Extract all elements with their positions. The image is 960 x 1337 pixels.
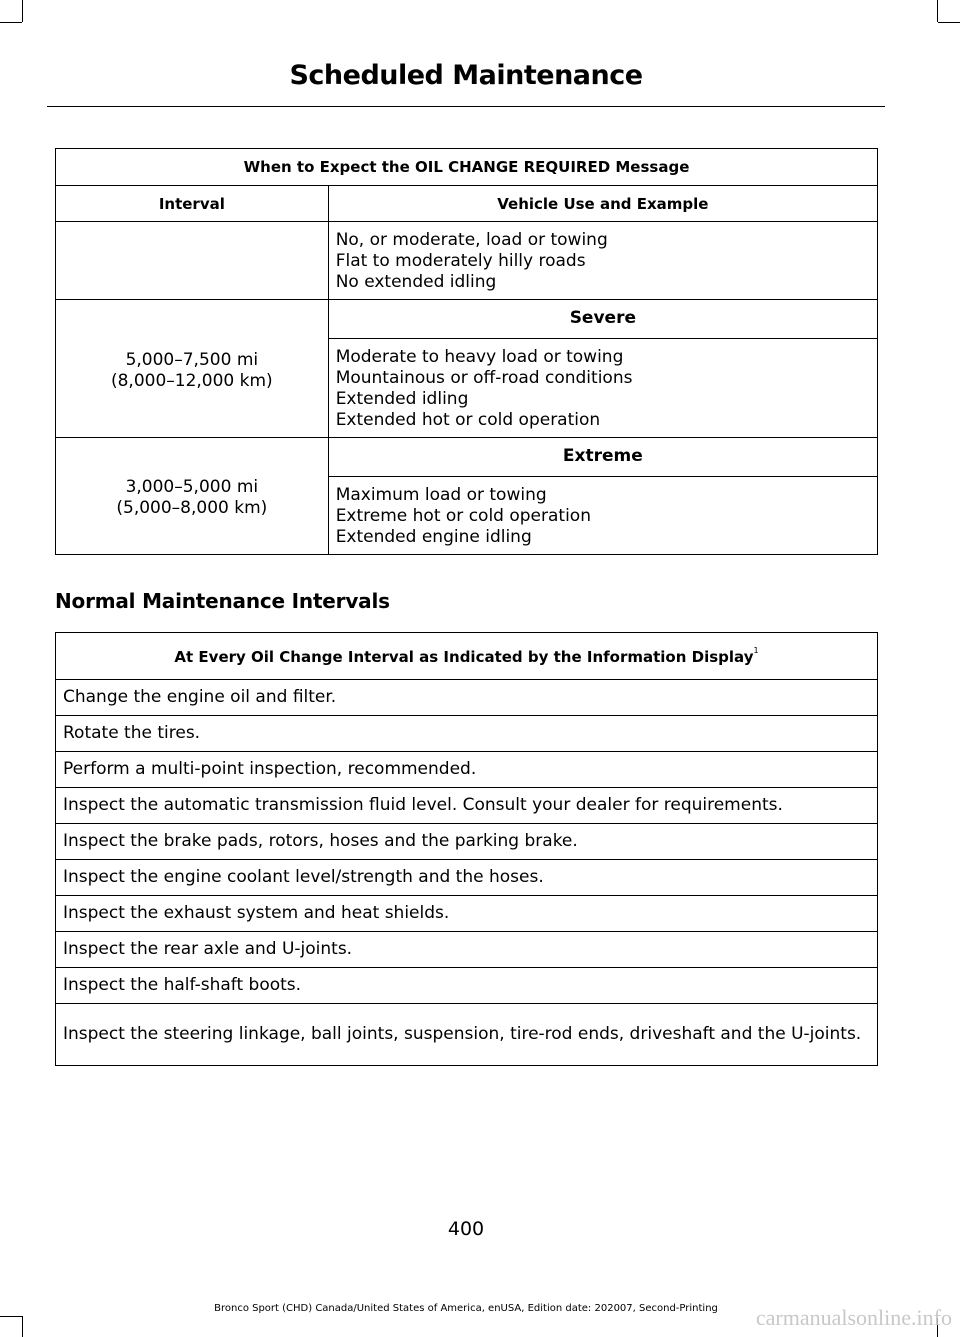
interval-kilometers: (5,000–8,000 km) [116, 498, 268, 518]
column-header-vehicle-use: Vehicle Use and Example [328, 186, 877, 222]
crop-mark [22, 0, 23, 22]
example-line: Extended hot or cold operation [335, 410, 601, 430]
example-line: Extended engine idling [335, 527, 532, 547]
title-divider [47, 106, 885, 107]
example-line: Flat to moderately hilly roads [335, 251, 586, 271]
severe-label: Severe [328, 300, 877, 339]
watermark: carmanualsonline.info [755, 1305, 952, 1330]
example-line: Extended idling [335, 389, 469, 409]
example-line: No extended idling [335, 272, 497, 292]
example-line: Maximum load or towing [335, 485, 547, 505]
column-header-interval: Interval [56, 186, 329, 222]
crop-mark [22, 1316, 23, 1337]
normal-interval-cell [56, 222, 329, 300]
example-line: Extreme hot or cold operation [335, 506, 591, 526]
severe-examples-cell [328, 339, 877, 438]
crop-mark [938, 22, 960, 23]
table-row: Inspect the steering linkage, ball joints, suspension, tire-rod ends, driveshaft and the U-joints. [56, 1004, 878, 1066]
footer-text: Bronco Sport (CHD) Canada/United States of America, enUSA, Edition date: 202007, Second-Printing [214, 1303, 718, 1314]
table-row: Change the engine oil and filter. [56, 680, 878, 716]
severe-interval-cell [56, 300, 329, 438]
table-row: Rotate the tires. [56, 716, 878, 752]
interval-kilometers: (8,000–12,000 km) [110, 370, 273, 391]
interval-miles: 3,000–5,000 mi [125, 477, 259, 497]
footnote-mark: 1 [753, 646, 759, 655]
oil-change-table [55, 148, 878, 555]
table-row: Inspect the exhaust system and heat shields. [56, 896, 878, 932]
maintenance-table [55, 632, 878, 1066]
caption-text: At Every Oil Change Interval as Indicated by the Information Display [174, 648, 754, 666]
normal-examples-cell [328, 222, 877, 300]
interval-miles: 5,000–7,500 mi [125, 349, 259, 370]
example-line: Mountainous or off-road conditions [335, 368, 633, 388]
table-row: Inspect the half-shaft boots. [56, 968, 878, 1004]
crop-mark [937, 0, 938, 22]
table-row: Inspect the rear axle and U-joints. [56, 932, 878, 968]
table-row: Inspect the engine coolant level/strength and the hoses. [56, 860, 878, 896]
example-line: Moderate to heavy load or towing [335, 347, 624, 367]
table-caption: When to Expect the OIL CHANGE REQUIRED Message [56, 149, 878, 186]
section-heading: Normal Maintenance Intervals [55, 589, 390, 613]
crop-mark [0, 22, 22, 23]
table-row: Perform a multi-point inspection, recommended. [56, 752, 878, 788]
extreme-interval-cell [56, 438, 329, 555]
page-number: 400 [447, 1218, 485, 1240]
crop-mark [0, 1316, 22, 1317]
extreme-label: Extreme [328, 438, 877, 477]
example-line: No, or moderate, load or towing [335, 230, 608, 250]
extreme-examples-cell [328, 477, 877, 555]
table-row: Inspect the brake pads, rotors, hoses and the parking brake. [56, 824, 878, 860]
table-caption [56, 633, 878, 680]
page-title: Scheduled Maintenance [289, 60, 643, 91]
table-row: Inspect the automatic transmission fluid level. Consult your dealer for requirements. [56, 788, 878, 824]
